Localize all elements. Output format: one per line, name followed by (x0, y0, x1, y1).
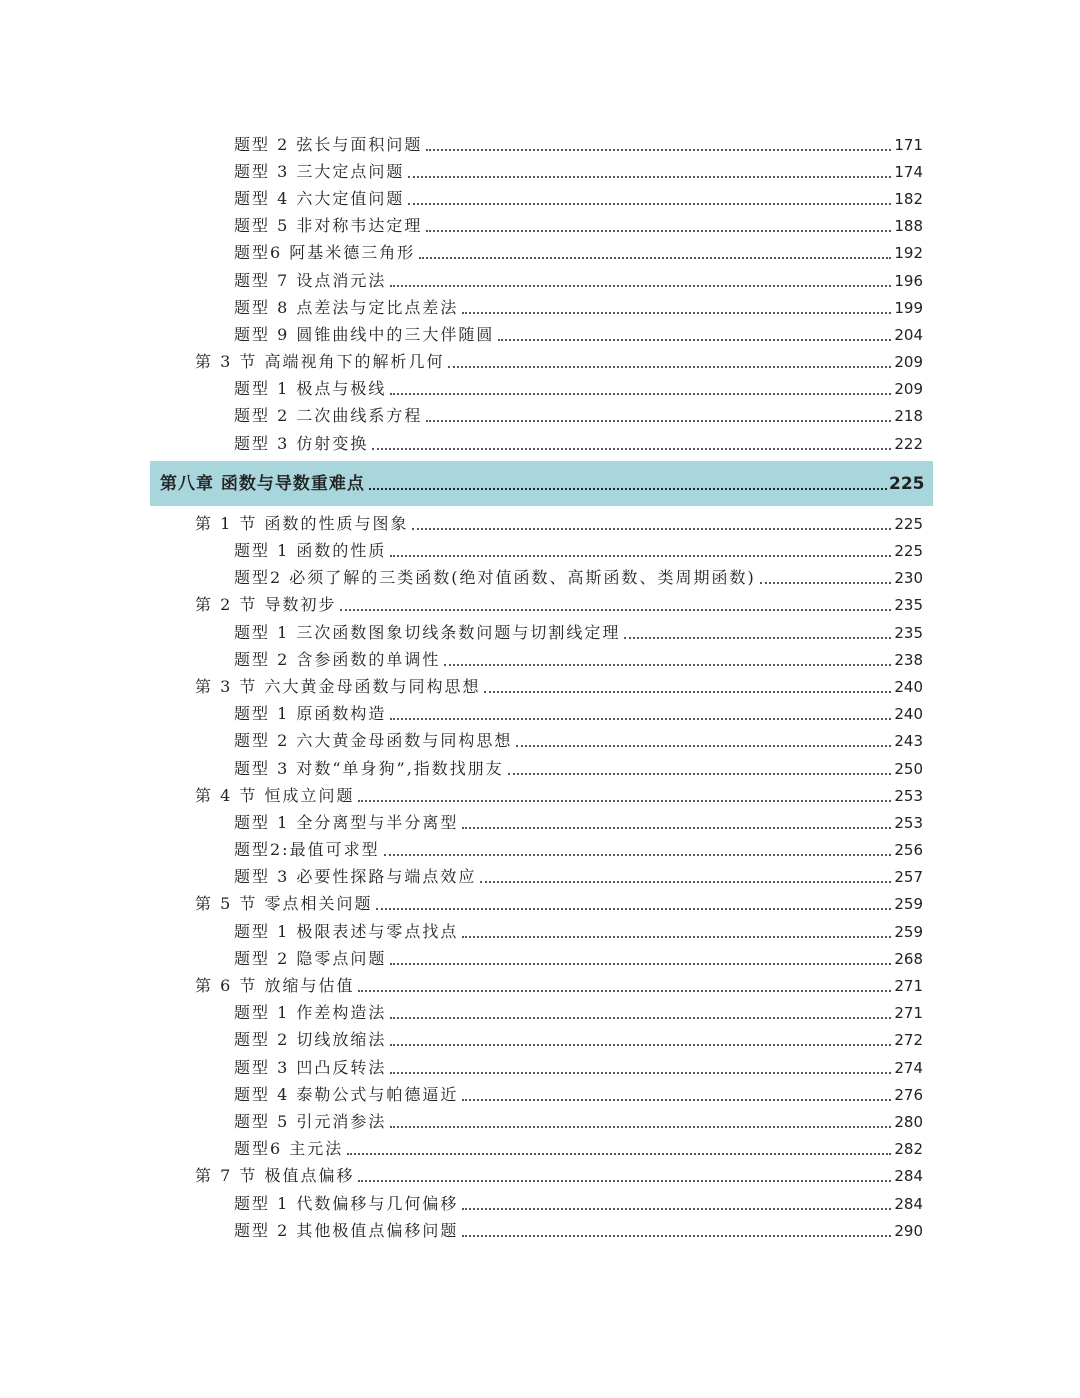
toc-chapter-heading (150, 461, 933, 506)
dot-leader (376, 908, 891, 910)
dot-leader (448, 366, 891, 368)
dot-leader (390, 1072, 891, 1074)
toc-page-number: 290 (894, 1221, 923, 1240)
toc-entry-title: 题型 2 六大黄金母函数与同构思想 (234, 731, 513, 751)
dot-leader (462, 827, 891, 829)
dot-leader (390, 963, 891, 965)
dot-leader (426, 230, 891, 232)
toc-page-number: 259 (894, 922, 923, 941)
toc-entry-title: 第 1 节 函数的性质与图象 (195, 513, 409, 533)
toc-entry-title: 题型 2 二次曲线系方程 (234, 406, 423, 426)
toc-topic-entry (0, 1054, 1080, 1081)
toc-page-number: 192 (894, 244, 923, 263)
dot-leader (358, 990, 891, 992)
toc-page-number: 284 (894, 1194, 923, 1213)
toc-entry-title: 题型 4 六大定值问题 (234, 188, 405, 208)
toc-entry-title: 题型 7 设点消元法 (234, 270, 387, 290)
toc-entry-title: 题型 1 极点与极线 (234, 379, 387, 399)
toc-page-number: 235 (894, 623, 923, 642)
toc-entry-title: 题型 5 引元消参法 (234, 1111, 387, 1131)
toc-topic-entry (0, 728, 1080, 755)
dot-leader (516, 745, 891, 747)
toc-entry-title: 题型 4 泰勒公式与帕德逼近 (234, 1084, 459, 1104)
dot-leader (444, 664, 891, 666)
toc-page-number: 209 (894, 353, 923, 372)
dot-leader (498, 339, 891, 341)
dot-leader (462, 1235, 891, 1237)
toc-topic-entry (0, 1081, 1080, 1108)
toc-entry-title: 题型 1 代数偏移与几何偏移 (234, 1193, 459, 1213)
toc-topic-entry (0, 403, 1080, 430)
toc-section-entry (0, 891, 1080, 918)
dot-leader (480, 881, 891, 883)
dot-leader (390, 285, 891, 287)
toc-topic-entry (0, 158, 1080, 185)
toc-topic-entry (0, 321, 1080, 348)
dot-leader (408, 203, 891, 205)
toc-page-number: 225 (894, 542, 923, 561)
toc-page-number: 225 (889, 473, 925, 494)
dot-leader (347, 1153, 891, 1155)
toc-page-number: 243 (894, 732, 923, 751)
toc-entry-title: 第 5 节 零点相关问题 (195, 894, 373, 914)
toc-page-number: 272 (894, 1031, 923, 1050)
toc-page-number: 240 (894, 677, 923, 696)
dot-leader (462, 1099, 891, 1101)
toc-entry-title: 第 4 节 恒成立问题 (195, 785, 355, 805)
toc-topic-entry (0, 619, 1080, 646)
toc-page-number: 196 (894, 271, 923, 290)
toc-section-entry (0, 782, 1080, 809)
toc-topic-entry (0, 537, 1080, 564)
toc-page-number: 274 (894, 1058, 923, 1077)
toc-topic-entry (0, 945, 1080, 972)
toc-entry-title: 题型 2 隐零点问题 (234, 948, 387, 968)
toc-page-number: 240 (894, 705, 923, 724)
toc-topic-entry (0, 1027, 1080, 1054)
toc-section-entry (0, 673, 1080, 700)
toc-entry-title: 题型 1 原函数构造 (234, 704, 387, 724)
toc-topic-entry (0, 1108, 1080, 1135)
toc-topic-entry (0, 755, 1080, 782)
toc-page-number: 253 (894, 813, 923, 832)
toc-section-entry (0, 972, 1080, 999)
dot-leader (390, 555, 891, 557)
dot-leader (408, 176, 891, 178)
toc-page-number: 280 (894, 1112, 923, 1131)
toc-entry-title: 第 2 节 导数初步 (195, 595, 337, 615)
toc-page-number: 271 (894, 1004, 923, 1023)
toc-topic-entry (0, 294, 1080, 321)
toc-topic-entry (0, 213, 1080, 240)
toc-page-number: 204 (894, 325, 923, 344)
toc-topic-entry (0, 918, 1080, 945)
dot-leader (462, 312, 891, 314)
dot-leader (624, 637, 891, 639)
dot-leader (340, 609, 891, 611)
toc-entry-title: 题型 3 仿射变换 (234, 433, 369, 453)
toc-entry-title: 第八章 函数与导数重难点 (160, 473, 365, 494)
dot-leader (390, 1044, 891, 1046)
toc-page-number: 174 (894, 162, 923, 181)
toc-entry-title: 题型2:最值可求型 (234, 840, 380, 860)
toc-topic-entry (0, 864, 1080, 891)
toc-topic-entry (0, 809, 1080, 836)
toc-entry-title: 题型6 主元法 (234, 1139, 344, 1159)
toc-page-number: 282 (894, 1140, 923, 1159)
toc-page-number: 284 (894, 1167, 923, 1186)
toc-entry-title: 题型 2 切线放缩法 (234, 1030, 387, 1050)
toc-page-number: 171 (894, 135, 923, 154)
toc-entry-title: 题型 3 必要性探路与端点效应 (234, 867, 477, 887)
dot-leader (462, 936, 891, 938)
toc-topic-entry (0, 131, 1080, 158)
dot-leader (426, 420, 891, 422)
toc-topic-entry (0, 185, 1080, 212)
toc-topic-entry (0, 267, 1080, 294)
toc-section-entry (0, 592, 1080, 619)
toc-entry-title: 题型 8 点差法与定比点差法 (234, 297, 459, 317)
toc-section-entry (0, 1163, 1080, 1190)
toc-page-number: 209 (894, 380, 923, 399)
toc-entry-title: 题型 1 作差构造法 (234, 1003, 387, 1023)
toc-page-number: 253 (894, 786, 923, 805)
toc-section-entry (0, 349, 1080, 376)
dot-leader (412, 528, 891, 530)
toc-page-number: 276 (894, 1085, 923, 1104)
dot-leader (358, 800, 891, 802)
toc-page-number: 182 (894, 189, 923, 208)
dot-leader (508, 773, 891, 775)
toc-topic-entry (0, 837, 1080, 864)
toc-entry-title: 题型 9 圆锥曲线中的三大伴随圆 (234, 324, 495, 344)
toc-page-number: 268 (894, 949, 923, 968)
toc-page-number: 257 (894, 868, 923, 887)
toc-topic-entry (0, 240, 1080, 267)
toc-entry-title: 题型 1 极限表述与零点找点 (234, 921, 459, 941)
toc-entry-title: 第 3 节 高端视角下的解析几何 (195, 352, 445, 372)
toc-page-number: 225 (894, 514, 923, 533)
dot-leader (462, 1208, 891, 1210)
dot-leader (369, 488, 887, 490)
toc-topic-entry (0, 565, 1080, 592)
toc-topic-entry (0, 376, 1080, 403)
toc-entry-title: 第 7 节 极值点偏移 (195, 1166, 355, 1186)
toc-page-number: 199 (894, 298, 923, 317)
table-of-contents (0, 131, 1080, 1244)
toc-topic-entry (0, 1000, 1080, 1027)
toc-page-number: 230 (894, 569, 923, 588)
dot-leader (390, 393, 891, 395)
dot-leader (390, 718, 891, 720)
toc-entry-title: 题型 3 三大定点问题 (234, 161, 405, 181)
toc-entry-title: 题型 5 非对称韦达定理 (234, 216, 423, 236)
toc-page-number: 235 (894, 596, 923, 615)
toc-topic-entry (0, 430, 1080, 457)
dot-leader (358, 1180, 891, 1182)
toc-topic-entry (0, 646, 1080, 673)
toc-page-number: 259 (894, 895, 923, 914)
toc-entry-title: 题型 2 含参函数的单调性 (234, 649, 441, 669)
dot-leader (384, 854, 891, 856)
dot-leader (419, 257, 891, 259)
toc-entry-title: 题型 1 全分离型与半分离型 (234, 812, 459, 832)
dot-leader (760, 582, 891, 584)
toc-topic-entry (0, 701, 1080, 728)
toc-page-number: 256 (894, 841, 923, 860)
toc-topic-entry (0, 1190, 1080, 1217)
toc-entry-title: 题型 3 凹凸反转法 (234, 1057, 387, 1077)
toc-entry-title: 题型2 必须了解的三类函数(绝对值函数、高斯函数、类周期函数) (234, 568, 756, 588)
toc-page-number: 222 (894, 434, 923, 453)
toc-entry-title: 题型 1 三次函数图象切线条数问题与切割线定理 (234, 622, 621, 642)
toc-page-number: 271 (894, 977, 923, 996)
toc-entry-title: 题型 2 弦长与面积问题 (234, 134, 423, 154)
toc-page-number: 238 (894, 650, 923, 669)
toc-page-number: 250 (894, 759, 923, 778)
toc-entry-title: 题型 2 其他极值点偏移问题 (234, 1220, 459, 1240)
dot-leader (484, 691, 891, 693)
toc-entry-title: 题型 1 函数的性质 (234, 541, 387, 561)
toc-topic-entry (0, 1217, 1080, 1244)
dot-leader (426, 149, 891, 151)
dot-leader (372, 448, 891, 450)
dot-leader (390, 1017, 891, 1019)
dot-leader (390, 1126, 891, 1128)
toc-entry-title: 题型 3 对数“单身狗”,指数找朋友 (234, 758, 504, 778)
toc-topic-entry (0, 1136, 1080, 1163)
toc-entry-title: 第 6 节 放缩与估值 (195, 976, 355, 996)
toc-entry-title: 第 3 节 六大黄金母函数与同构思想 (195, 676, 481, 696)
toc-page-number: 218 (894, 407, 923, 426)
toc-entry-title: 题型6 阿基米德三角形 (234, 243, 416, 263)
toc-section-entry (0, 510, 1080, 537)
toc-page-number: 188 (894, 217, 923, 236)
